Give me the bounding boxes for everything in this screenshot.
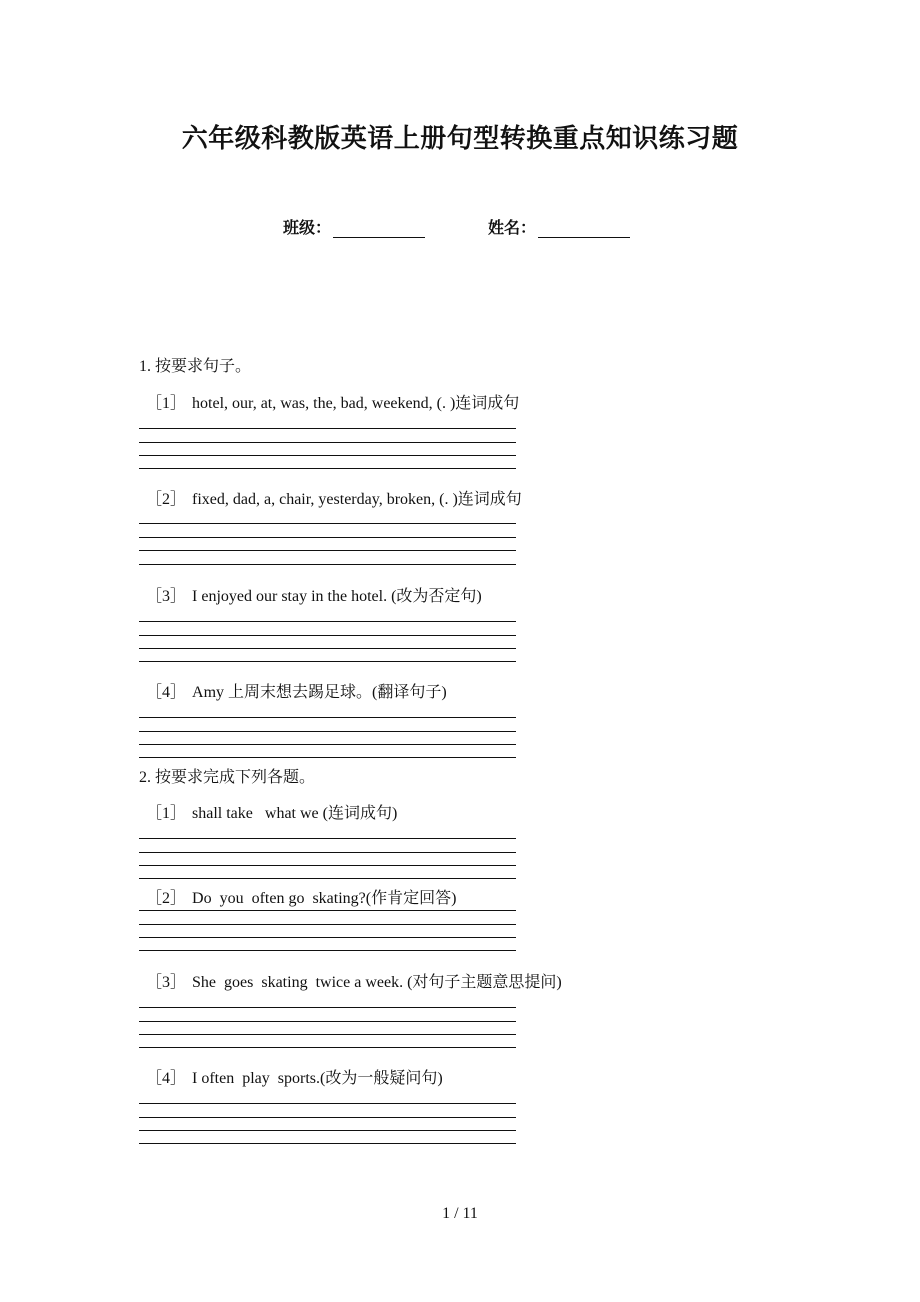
- answer-line[interactable]: [139, 878, 516, 879]
- question-text: shall take what we (连词成句): [192, 805, 398, 822]
- answer-line[interactable]: [139, 1047, 516, 1048]
- question-text: hotel, our, at, was, the, bad, weekend, (. )连词成句: [192, 395, 520, 412]
- answer-line[interactable]: [139, 744, 516, 745]
- question-1-2: [146, 486, 522, 509]
- name-blank[interactable]: [538, 221, 630, 238]
- name-field: [488, 215, 630, 238]
- page-number: 1 / 11: [442, 1205, 478, 1222]
- answer-line[interactable]: [139, 757, 516, 758]
- question-number: ［1］: [146, 805, 187, 822]
- question-number: ［3］: [146, 974, 187, 991]
- question-number: ［3］: [146, 588, 187, 605]
- question-number: ［4］: [146, 1070, 187, 1087]
- answer-line[interactable]: [139, 455, 516, 456]
- question-2-3: [146, 969, 562, 992]
- answer-line[interactable]: [139, 537, 516, 538]
- answer-line[interactable]: [139, 731, 516, 732]
- answer-line[interactable]: [139, 865, 516, 866]
- question-text: Do you often go skating?(作肯定回答): [192, 890, 457, 907]
- question-2-4: [146, 1065, 443, 1088]
- document-title: 六年级科教版英语上册句型转换重点知识练习题: [181, 124, 739, 154]
- answer-line[interactable]: [139, 621, 516, 622]
- answer-line[interactable]: [139, 852, 516, 853]
- question-number: ［4］: [146, 684, 187, 701]
- class-blank[interactable]: [333, 221, 425, 238]
- answer-line[interactable]: [139, 523, 516, 524]
- question-number: ［1］: [146, 395, 187, 412]
- question-1-4: [146, 679, 447, 702]
- question-text: I enjoyed our stay in the hotel. (改为否定句): [192, 588, 482, 605]
- section-2-heading: 2. 按要求完成下列各题。: [139, 769, 316, 786]
- answer-line[interactable]: [139, 442, 516, 443]
- answer-line[interactable]: [139, 1130, 516, 1131]
- question-number: ［2］: [146, 890, 187, 907]
- answer-line[interactable]: [139, 910, 516, 911]
- question-1-1: [146, 390, 519, 413]
- answer-line[interactable]: [139, 950, 516, 951]
- answer-line[interactable]: [139, 717, 516, 718]
- answer-line[interactable]: [139, 635, 516, 636]
- question-1-3: [146, 583, 482, 606]
- answer-line[interactable]: [139, 1117, 516, 1118]
- section-1-heading: 1. 按要求句子。: [139, 358, 252, 375]
- question-text: I often play sports.(改为一般疑问句): [192, 1070, 443, 1087]
- answer-line[interactable]: [139, 924, 516, 925]
- answer-line[interactable]: [139, 937, 516, 938]
- answer-line[interactable]: [139, 838, 516, 839]
- question-number: ［2］: [146, 491, 187, 508]
- answer-line[interactable]: [139, 1034, 516, 1035]
- answer-line[interactable]: [139, 1143, 516, 1144]
- question-2-2: [146, 885, 456, 908]
- question-text: She goes skating twice a week. (对句子主题意思提问): [192, 974, 562, 991]
- answer-line[interactable]: [139, 564, 516, 565]
- answer-line[interactable]: [139, 428, 516, 429]
- question-2-1: [146, 800, 397, 823]
- answer-line[interactable]: [139, 648, 516, 649]
- question-text: Amy 上周末想去踢足球。(翻译句子): [192, 684, 447, 701]
- answer-line[interactable]: [139, 550, 516, 551]
- answer-line[interactable]: [139, 1103, 516, 1104]
- question-text: fixed, dad, a, chair, yesterday, broken, (. )连词成句: [192, 491, 522, 508]
- answer-line[interactable]: [139, 1007, 516, 1008]
- class-label: 班级：: [283, 218, 332, 237]
- answer-line[interactable]: [139, 468, 516, 469]
- name-label: 姓名：: [488, 218, 537, 237]
- answer-line[interactable]: [139, 1021, 516, 1022]
- answer-line[interactable]: [139, 661, 516, 662]
- class-field: [283, 215, 425, 238]
